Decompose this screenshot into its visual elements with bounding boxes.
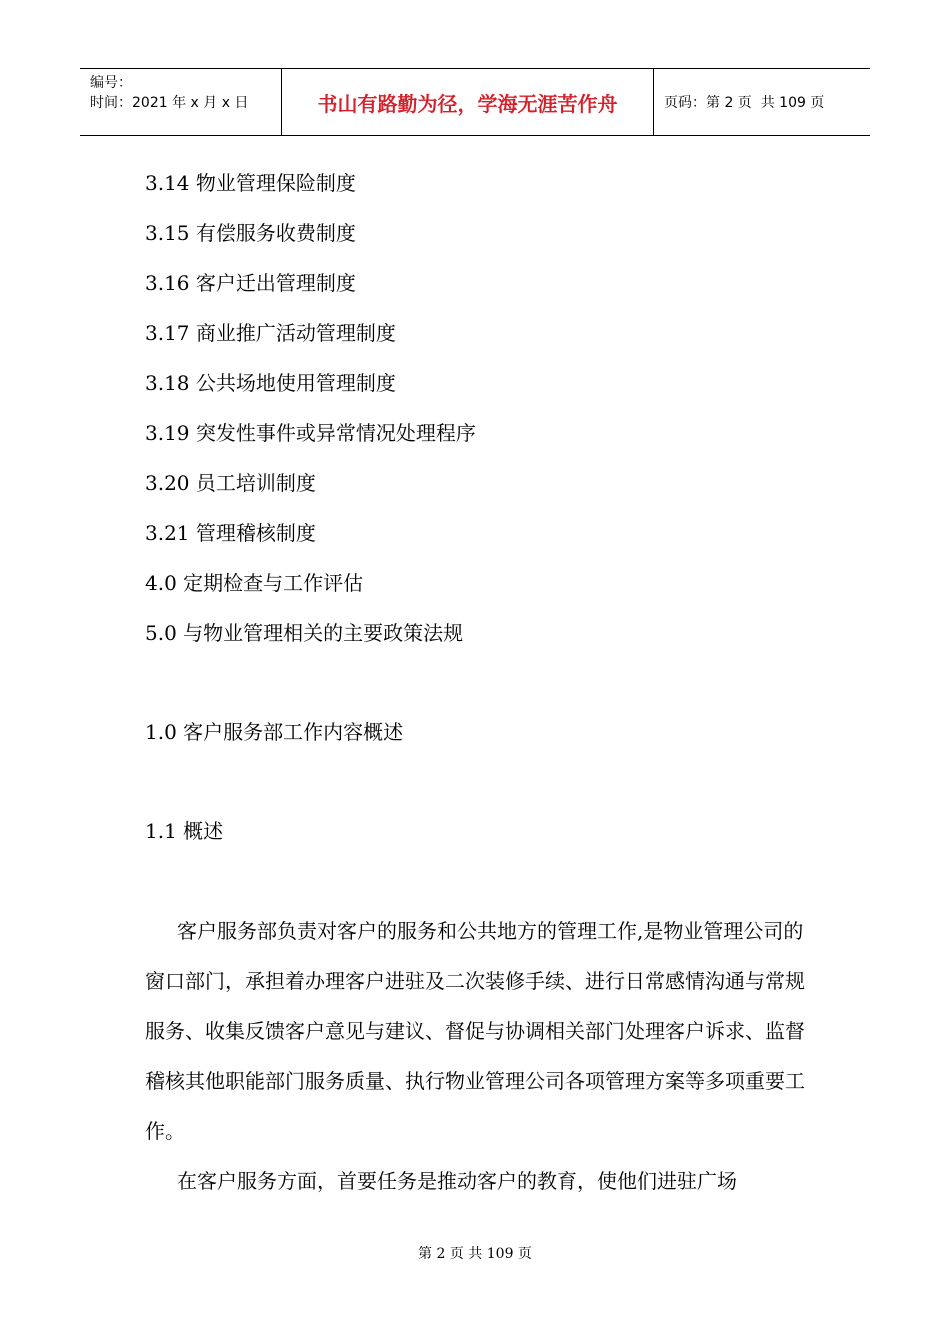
subsection-heading: 1.1 概述 bbox=[145, 819, 224, 843]
page-header bbox=[80, 68, 870, 136]
header-motto-cell bbox=[282, 69, 654, 135]
toc-item: 3.15 有偿服务收费制度 bbox=[145, 221, 356, 245]
toc-item: 3.17 商业推广活动管理制度 bbox=[145, 321, 396, 345]
page-footer: 第 2 页 共 109 页 bbox=[418, 1246, 532, 1262]
header-page-cell bbox=[654, 69, 870, 135]
document-number-label: 编号： bbox=[90, 75, 132, 91]
body-paragraph: 客户服务部负责对客户的服务和公共地方的管理工作,是物业管理公司的窗口部门，承担着办理客户进驻及二次装修手续、进行日常感情沟通与常规服务、收集反馈客户意见与建议、督促与协调相关部门处理客户诉求、监督稽核其他职能部门服务质量、执行物业管理公司各项管理方案等多项重要工作。 bbox=[145, 919, 805, 1143]
header-motto: 书山有路勤为径，学海无涯苦作舟 bbox=[317, 91, 618, 116]
toc-item: 3.14 物业管理保险制度 bbox=[145, 171, 356, 195]
document-time-label: 时间：2021 年 x 月 x 日 bbox=[90, 95, 249, 111]
header-page-info: 页码：第 2 页 共 109 页 bbox=[664, 95, 825, 111]
body-paragraph: 在客户服务方面，首要任务是推动客户的教育，使他们进驻广场 bbox=[177, 1169, 737, 1193]
toc-item: 3.20 员工培训制度 bbox=[145, 471, 316, 495]
toc-item: 5.0 与物业管理相关的主要政策法规 bbox=[145, 621, 464, 645]
toc-item: 3.19 突发性事件或异常情况处理程序 bbox=[145, 421, 476, 445]
table-of-contents bbox=[145, 168, 476, 668]
section-heading: 1.0 客户服务部工作内容概述 bbox=[145, 720, 404, 744]
header-meta-cell bbox=[80, 69, 282, 135]
toc-item: 4.0 定期检查与工作评估 bbox=[145, 571, 364, 595]
toc-item: 3.18 公共场地使用管理制度 bbox=[145, 371, 396, 395]
toc-item: 3.16 客户迁出管理制度 bbox=[145, 271, 356, 295]
toc-item: 3.21 管理稽核制度 bbox=[145, 521, 316, 545]
